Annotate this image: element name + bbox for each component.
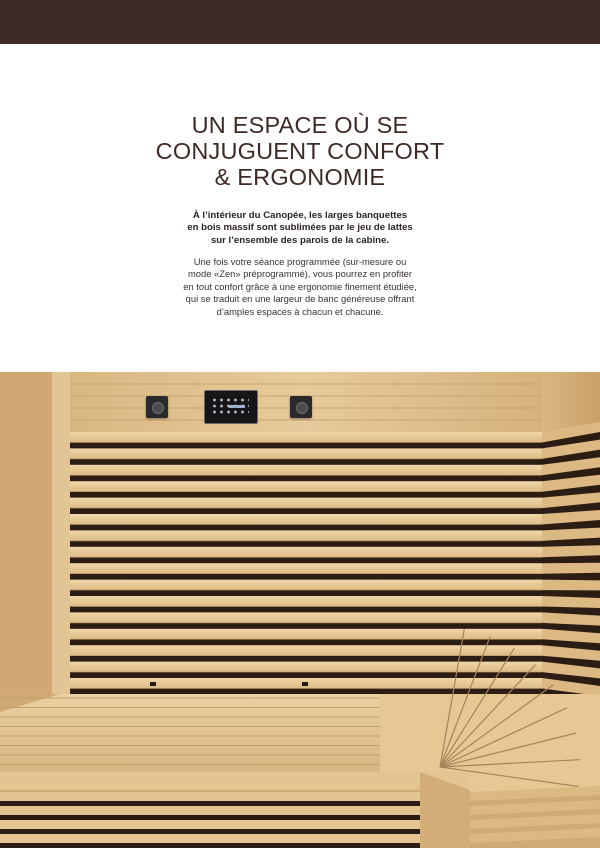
right-rotary-knob (290, 396, 312, 418)
slat-bracket (150, 682, 156, 686)
lower-slat (0, 806, 420, 815)
slat (70, 481, 542, 492)
left-post (52, 372, 70, 712)
lower-slat (0, 792, 420, 801)
side-slat (542, 545, 600, 557)
title-line: CONJUGUENT CONFORT (155, 138, 445, 164)
sauna-interior-photo (0, 372, 600, 848)
lower-slat-gap (0, 829, 420, 834)
body-paragraph (0, 256, 600, 318)
lower-slat-gap (0, 843, 420, 848)
side-slat (542, 596, 600, 608)
slat (70, 580, 542, 591)
slat (70, 547, 542, 558)
body-line: en tout confort grâce à une ergonomie finement étudiée, (183, 280, 417, 292)
lead-line: sur l’ensemble des parois de la cabine. (210, 234, 390, 246)
slat (70, 645, 542, 656)
slat (70, 596, 542, 607)
sauna-illustration (0, 372, 600, 848)
slat (70, 612, 542, 623)
slat (70, 662, 542, 673)
control-panel (204, 390, 258, 424)
slat (70, 530, 542, 541)
lead-paragraph (0, 210, 600, 247)
body-line: d’amples espaces à chacun et chacune. (216, 305, 384, 317)
left-rotary-knob (146, 396, 168, 418)
lower-slat-gap (0, 815, 420, 820)
slat (70, 465, 542, 476)
lead-line: À l’intérieur du Canopée, les larges banquettes (192, 210, 408, 221)
bench-front-edge (0, 772, 470, 790)
body-line: mode «Zen» préprogrammé), vous pourrez en profiter (187, 268, 413, 280)
page-title (0, 112, 600, 190)
title-line: & ERGONOMIE (214, 164, 386, 190)
slat (70, 514, 542, 525)
slat (70, 448, 542, 459)
slat (70, 563, 542, 574)
title-line: UN ESPACE OÙ SE (191, 112, 409, 138)
side-wall-upper (542, 372, 600, 432)
side-slat (542, 580, 600, 591)
top-brand-band (0, 0, 600, 44)
lower-slat (0, 820, 420, 829)
body-line: qui se traduit en une largeur de banc généreuse offrant (185, 293, 415, 305)
lower-slat (0, 834, 420, 843)
slat (70, 432, 542, 443)
slat-bracket (302, 682, 308, 686)
side-slat (542, 563, 600, 574)
lower-slat-gap (0, 801, 420, 806)
slat (70, 629, 542, 640)
lead-line: en bois massif sont sublimées par le jeu de lattes (187, 222, 413, 234)
bench-top-left (0, 694, 380, 772)
control-panel-display (229, 405, 245, 408)
body-line: Une fois votre séance programmée (sur-mesure ou (193, 256, 407, 267)
slat (70, 498, 542, 509)
